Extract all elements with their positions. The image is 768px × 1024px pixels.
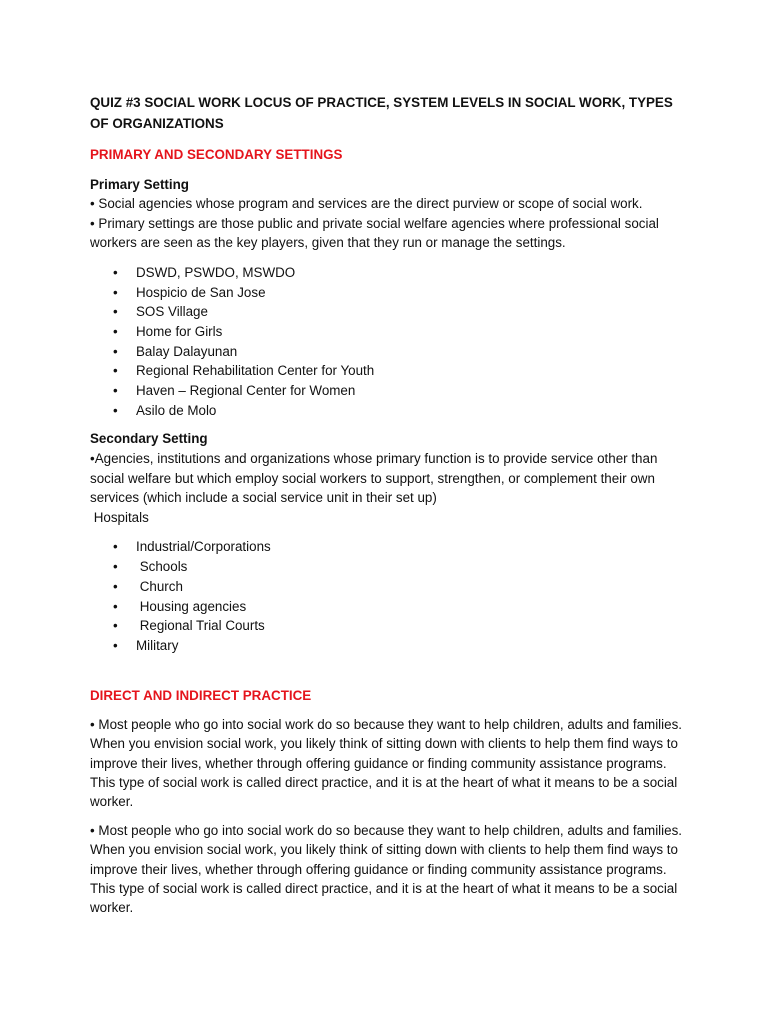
list-item bbox=[90, 263, 690, 283]
list-item bbox=[90, 557, 690, 577]
bullet-icon: • bbox=[113, 598, 118, 614]
list-item-label: DSWD, PSWDO, MSWDO bbox=[136, 264, 296, 280]
direct-practice-paragraph-1: • Most people who go into social work do so because they want to help children, adults and families. When you envision social work, you likely think of sitting down with clients to help them find ways to improve their lives, whether through offering guidance or finding community assistance programs. This type of social work is called direct practice, and it is at the heart of what it means to be a social worker. bbox=[90, 717, 682, 809]
bullet-icon: • bbox=[113, 402, 118, 418]
list-item bbox=[90, 381, 690, 401]
list-item-label: Hospicio de San Jose bbox=[136, 284, 266, 300]
list-item-label: Regional Trial Courts bbox=[136, 618, 265, 634]
direct-practice-paragraph-2: • Most people who go into social work do so because they want to help children, adults and families. When you envision social work, you likely think of sitting down with clients to help them find ways to improve their lives, whether through offering guidance or finding community assistance programs. This type of social work is called direct practice, and it is at the heart of what it means to be a social worker. bbox=[90, 823, 682, 915]
list-item bbox=[90, 537, 690, 557]
list-item-label: Asilo de Molo bbox=[136, 402, 217, 418]
list-item bbox=[90, 636, 690, 656]
primary-setting-text-1: • Social agencies whose program and services are the direct purview or scope of social work. bbox=[90, 196, 643, 212]
primary-setting-text-2: • Primary settings are those public and private social welfare agencies where professional social workers are seen as the key players, given that they run or manage the settings. bbox=[90, 215, 659, 251]
list-item-label: Church bbox=[136, 578, 183, 594]
bullet-icon: • bbox=[113, 343, 118, 359]
list-item-label: SOS Village bbox=[136, 304, 208, 320]
list-item-label: Balay Dalayunan bbox=[136, 343, 238, 359]
bullet-icon: • bbox=[113, 637, 118, 653]
primary-setting-heading: Primary Setting bbox=[90, 176, 189, 192]
bullet-icon: • bbox=[113, 264, 118, 280]
list-item-label: Industrial/Corporations bbox=[136, 539, 271, 555]
bullet-icon: • bbox=[113, 363, 118, 379]
document-title: QUIZ #3 SOCIAL WORK LOCUS OF PRACTICE, SYSTEM LEVELS IN SOCIAL WORK, TYPES OF ORGANIZATIONS bbox=[90, 95, 673, 131]
primary-setting-list bbox=[90, 263, 690, 421]
list-item-label: Housing agencies bbox=[136, 598, 247, 614]
list-item-label: Regional Rehabilitation Center for Youth bbox=[136, 363, 375, 379]
list-item bbox=[90, 577, 690, 597]
section-heading-practice: DIRECT AND INDIRECT PRACTICE bbox=[90, 687, 312, 703]
list-item-label: Military bbox=[136, 637, 179, 653]
bullet-icon: • bbox=[113, 618, 118, 634]
list-item bbox=[90, 361, 690, 381]
list-item bbox=[90, 322, 690, 342]
list-item bbox=[90, 616, 690, 636]
document-page bbox=[90, 93, 690, 917]
bullet-icon: • bbox=[113, 324, 118, 340]
secondary-setting-text-1: •Agencies, institutions and organizations whose primary function is to provide service other than social welfare but which employ social workers to support, strengthen, or complement their own services (which include a social service unit in their set up) bbox=[90, 451, 658, 506]
list-item bbox=[90, 302, 690, 322]
section-heading-settings: PRIMARY AND SECONDARY SETTINGS bbox=[90, 147, 343, 162]
bullet-icon: • bbox=[113, 383, 118, 399]
list-item-label: Home for Girls bbox=[136, 324, 223, 340]
secondary-setting-heading: Secondary Setting bbox=[90, 431, 208, 447]
bullet-icon: • bbox=[113, 559, 118, 575]
bullet-icon: • bbox=[113, 578, 118, 594]
list-item bbox=[90, 342, 690, 362]
list-item-label: Haven – Regional Center for Women bbox=[136, 383, 356, 399]
secondary-setting-list bbox=[90, 537, 690, 655]
bullet-icon: • bbox=[113, 304, 118, 320]
secondary-setting-text-2: Hospitals bbox=[90, 509, 149, 525]
list-item-label: Schools bbox=[136, 559, 188, 575]
list-item bbox=[90, 401, 690, 421]
bullet-icon: • bbox=[113, 539, 118, 555]
bullet-icon: • bbox=[113, 284, 118, 300]
list-item bbox=[90, 283, 690, 303]
list-item bbox=[90, 597, 690, 617]
